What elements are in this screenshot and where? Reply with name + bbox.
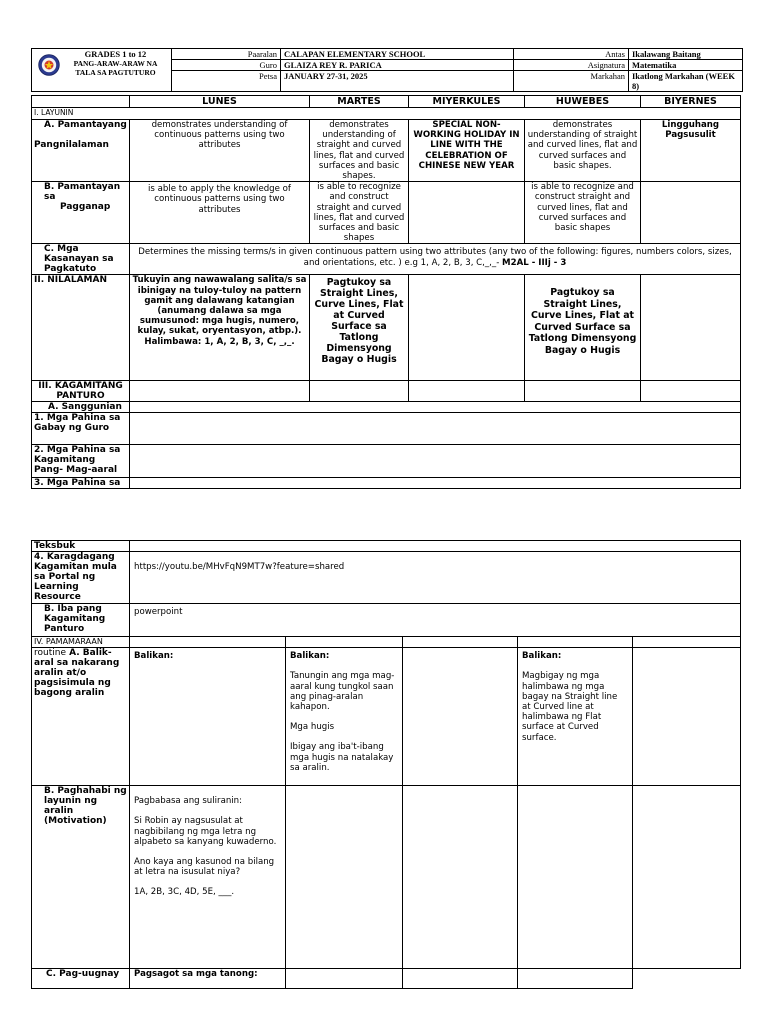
balik-huwebes-p1: Magbigay ng mga halimbawa ng mga bagay na Straight line at Curved line at halimbawa ng Flat surface at Curved surface. xyxy=(522,671,618,743)
teksbuk-value-a xyxy=(130,478,741,489)
balik-lunes: Balikan: xyxy=(130,648,286,786)
nilalaman-huwebes: Pagtukoy sa Straight Lines, Curve Lines, Flat at Curved Surface sa Tatlong Dimensyong Bagay o Hugis xyxy=(525,275,641,381)
kagamitang-mag-aaral-value xyxy=(130,445,741,478)
pamamaraan-martes xyxy=(286,637,403,648)
kagamitang-biyernes xyxy=(641,381,741,402)
kagamitang-huwebes xyxy=(525,381,641,402)
layunin-heading: I. LAYUNIN xyxy=(32,108,741,120)
kagamitang-heading: III. KAGAMITANG PANTURO xyxy=(32,381,130,402)
asignatura-label: Asignatura xyxy=(514,60,629,71)
pamantayang-label-b: Pangnilalaman xyxy=(34,140,109,150)
balik-martes-p1: Tanungin ang mga mag-aaral kung tungkol saan ang pinag-aralan kahapon. xyxy=(290,671,395,713)
pamantayang-martes: demonstrates understanding of straight and curved lines, flat and curved surfaces and basic shapes. xyxy=(310,120,409,182)
paghahabi-lunes-p1: Pagbabasa ang suliranin: xyxy=(134,796,243,807)
balik-miyerkules xyxy=(403,648,518,786)
pag-uugnay-martes xyxy=(286,969,403,989)
pagganap-label-b: Pagganap xyxy=(60,202,111,213)
pamamaraan-heading: IV. PAMAMARAAN xyxy=(32,637,130,648)
pamantayang-miyerkules-holiday: SPECIAL NON-WORKING HOLIDAY IN LINE WITH THE CELEBRATION OF CHINESE NEW YEAR xyxy=(409,120,525,182)
paghahabi-lunes-p3: Ano kaya ang kasunod na bilang at letra na isusulat niya? xyxy=(134,857,275,878)
balik-martes-title: Balikan: xyxy=(290,651,330,662)
petsa-label: Petsa xyxy=(172,71,281,92)
paaralan-value: CALAPAN ELEMENTARY SCHOOL xyxy=(281,49,514,60)
balik-biyernes xyxy=(633,648,741,786)
nilalaman-lunes: Tukuyin ang nawawalang salita/s sa ibinigay na tuloy-tuloy na pattern gamit ang dalawang katangian (anumang dalawa sa mga sumusunod: mga hugis, numero, kulay, sukat, oryentasyon, atbp.). Halimbawa: 1, A, 2, B, 3, C, _,_. xyxy=(130,275,310,381)
karagdagang-label: 4. Karagdagang Kagamitan mula sa Portal ng Learning Resource xyxy=(32,552,130,604)
paaralan-label: Paaralan xyxy=(172,49,281,60)
iba-pang-label: B. Iba pang Kagamitang Panturo xyxy=(32,604,130,637)
teksbuk-label-a: 3. Mga Pahina sa xyxy=(32,478,130,489)
kasanayan-text: Determines the missing terms/s in given continuous pattern using two attributes (any two of the following: figures, numbers colors, sizes, and orientations, etc. ) e.g 1, A, 2, B, 3, C,_,_- xyxy=(138,247,732,268)
day-header-miyerkules: MIYERKULES xyxy=(409,96,525,108)
guro-label: Guro xyxy=(172,60,281,71)
balik-huwebes xyxy=(518,648,633,786)
routine-label: routine xyxy=(34,648,66,659)
pamamaraan-lunes xyxy=(130,637,286,648)
pagganap-label xyxy=(32,182,130,244)
pamantayang-huwebes: demonstrates understanding of straight and curved lines, flat and curved surfaces and basic shapes. xyxy=(525,120,641,182)
balik-martes-p3: Ibigay ang iba't-ibang mga hugis na natalakay sa aralin. xyxy=(290,742,394,773)
kasanayan-code: M2AL - IIIj - 3 xyxy=(502,257,567,268)
paghahabi-lunes xyxy=(130,786,286,969)
pamantayang-biyernes: Lingguhang Pagsusulit xyxy=(641,120,741,182)
pagganap-huwebes: is able to recognize and construct straight and curved lines, flat and curved surfaces and basic shapes xyxy=(525,182,641,244)
corner-cell xyxy=(32,96,130,108)
nilalaman-heading: II. NILALAMAN xyxy=(32,275,130,381)
lesson-plan-table-page-2 xyxy=(31,540,741,989)
pamamaraan-huwebes xyxy=(518,637,633,648)
kagamitang-lunes xyxy=(130,381,310,402)
kasanayan-label: C. Mga Kasanayan sa Pagkatuto xyxy=(32,244,130,275)
title-line-3: TALA SA PAGTUTURO xyxy=(75,68,156,77)
form-title xyxy=(32,49,172,92)
guro-value: GLAIZA REY R. PARICA xyxy=(281,60,514,71)
balik-huwebes-title: Balikan: xyxy=(522,651,562,662)
kagamitang-martes xyxy=(310,381,409,402)
kasanayan-value xyxy=(130,244,741,275)
title-line-2: PANG-ARAW-ARAW NA xyxy=(73,59,158,68)
sanggunian-label: A. Sanggunian xyxy=(32,402,130,413)
gabay-label: 1. Mga Pahina sa Gabay ng Guro xyxy=(32,413,130,445)
antas-value: Ikalawang Baitang xyxy=(629,49,743,60)
paghahabi-biyernes xyxy=(633,786,741,969)
pamamaraan-miyerkules xyxy=(403,637,518,648)
sanggunian-value xyxy=(130,402,741,413)
pagganap-biyernes xyxy=(641,182,741,244)
gabay-value xyxy=(130,413,741,445)
markahan-label: Markahan xyxy=(514,71,629,92)
day-header-biyernes: BIYERNES xyxy=(641,96,741,108)
pamamaraan-biyernes xyxy=(633,637,741,648)
teksbuk-label-b: Teksbuk xyxy=(32,541,130,552)
markahan-value: Ikatlong Markahan (WEEK 8) xyxy=(629,71,743,92)
asignatura-value: Matematika xyxy=(629,60,743,71)
pag-uugnay-label: C. Pag-uugnay xyxy=(32,969,130,989)
petsa-value: JANUARY 27-31, 2025 xyxy=(281,71,514,92)
day-header-lunes: LUNES xyxy=(130,96,310,108)
pagganap-lunes: is able to apply the knowledge of continuous patterns using two attributes xyxy=(130,182,310,244)
pagganap-martes: is able to recognize and construct straight and curved lines, flat and curved surfaces and basic shapes xyxy=(310,182,409,244)
pag-uugnay-huwebes xyxy=(518,969,633,989)
paghahabi-lunes-p2: Si Robin ay nagsusulat at nagbibilang ng mga letra ng alpabeto sa kanyang kuwaderno. xyxy=(134,816,277,847)
pamantayang-label xyxy=(32,120,130,182)
paghahabi-label: B. Paghahabi ng layunin ng aralin (Motivation) xyxy=(32,786,130,969)
nilalaman-martes: Pagtukoy sa Straight Lines, Curve Lines, Flat at Curved Surface sa Tatlong Dimensyong Bagay o Hugis xyxy=(310,275,409,381)
deped-seal-icon xyxy=(38,54,60,76)
header-table xyxy=(31,48,743,92)
day-header-huwebes: HUWEBES xyxy=(525,96,641,108)
paghahabi-lunes-p4: 1A, 2B, 3C, 4D, 5E, ___. xyxy=(134,887,235,898)
pag-uugnay-lunes: Pagsagot sa mga tanong: xyxy=(130,969,286,989)
balik-martes xyxy=(286,648,403,786)
paghahabi-miyerkules xyxy=(403,786,518,969)
balik-martes-p2: Mga hugis xyxy=(290,722,335,733)
pagganap-miyerkules xyxy=(409,182,525,244)
antas-label: Antas xyxy=(514,49,629,60)
pag-uugnay-biyernes xyxy=(633,969,741,989)
paghahabi-huwebes xyxy=(518,786,633,969)
iba-pang-value: powerpoint xyxy=(130,604,741,637)
nilalaman-miyerkules xyxy=(409,275,525,381)
kagamitang-mag-aaral-label: 2. Mga Pahina sa Kagamitang Pang- Mag-aaral xyxy=(32,445,130,478)
balik-aral-text: A. Balik-aral sa nakarang aralin at/o pagsisimula ng bagong aralin xyxy=(34,648,120,699)
kagamitang-miyerkules xyxy=(409,381,525,402)
pagganap-label-a: B. Pamantayan sa xyxy=(44,182,121,203)
nilalaman-biyernes xyxy=(641,275,741,381)
paghahabi-martes xyxy=(286,786,403,969)
pamantayang-label-a: A. Pamantayang xyxy=(44,120,127,130)
lesson-plan-table-page-1 xyxy=(31,95,741,489)
pag-uugnay-miyerkules xyxy=(403,969,518,989)
teksbuk-value-b xyxy=(130,541,741,552)
day-header-martes: MARTES xyxy=(310,96,409,108)
title-line-1: GRADES 1 to 12 xyxy=(84,49,147,59)
pamantayang-lunes: demonstrates understanding of continuous patterns using two attributes xyxy=(130,120,310,182)
karagdagang-link[interactable]: https://youtu.be/MHvFqN9MT7w?feature=shared xyxy=(130,552,741,604)
balik-aral-label xyxy=(32,648,130,786)
